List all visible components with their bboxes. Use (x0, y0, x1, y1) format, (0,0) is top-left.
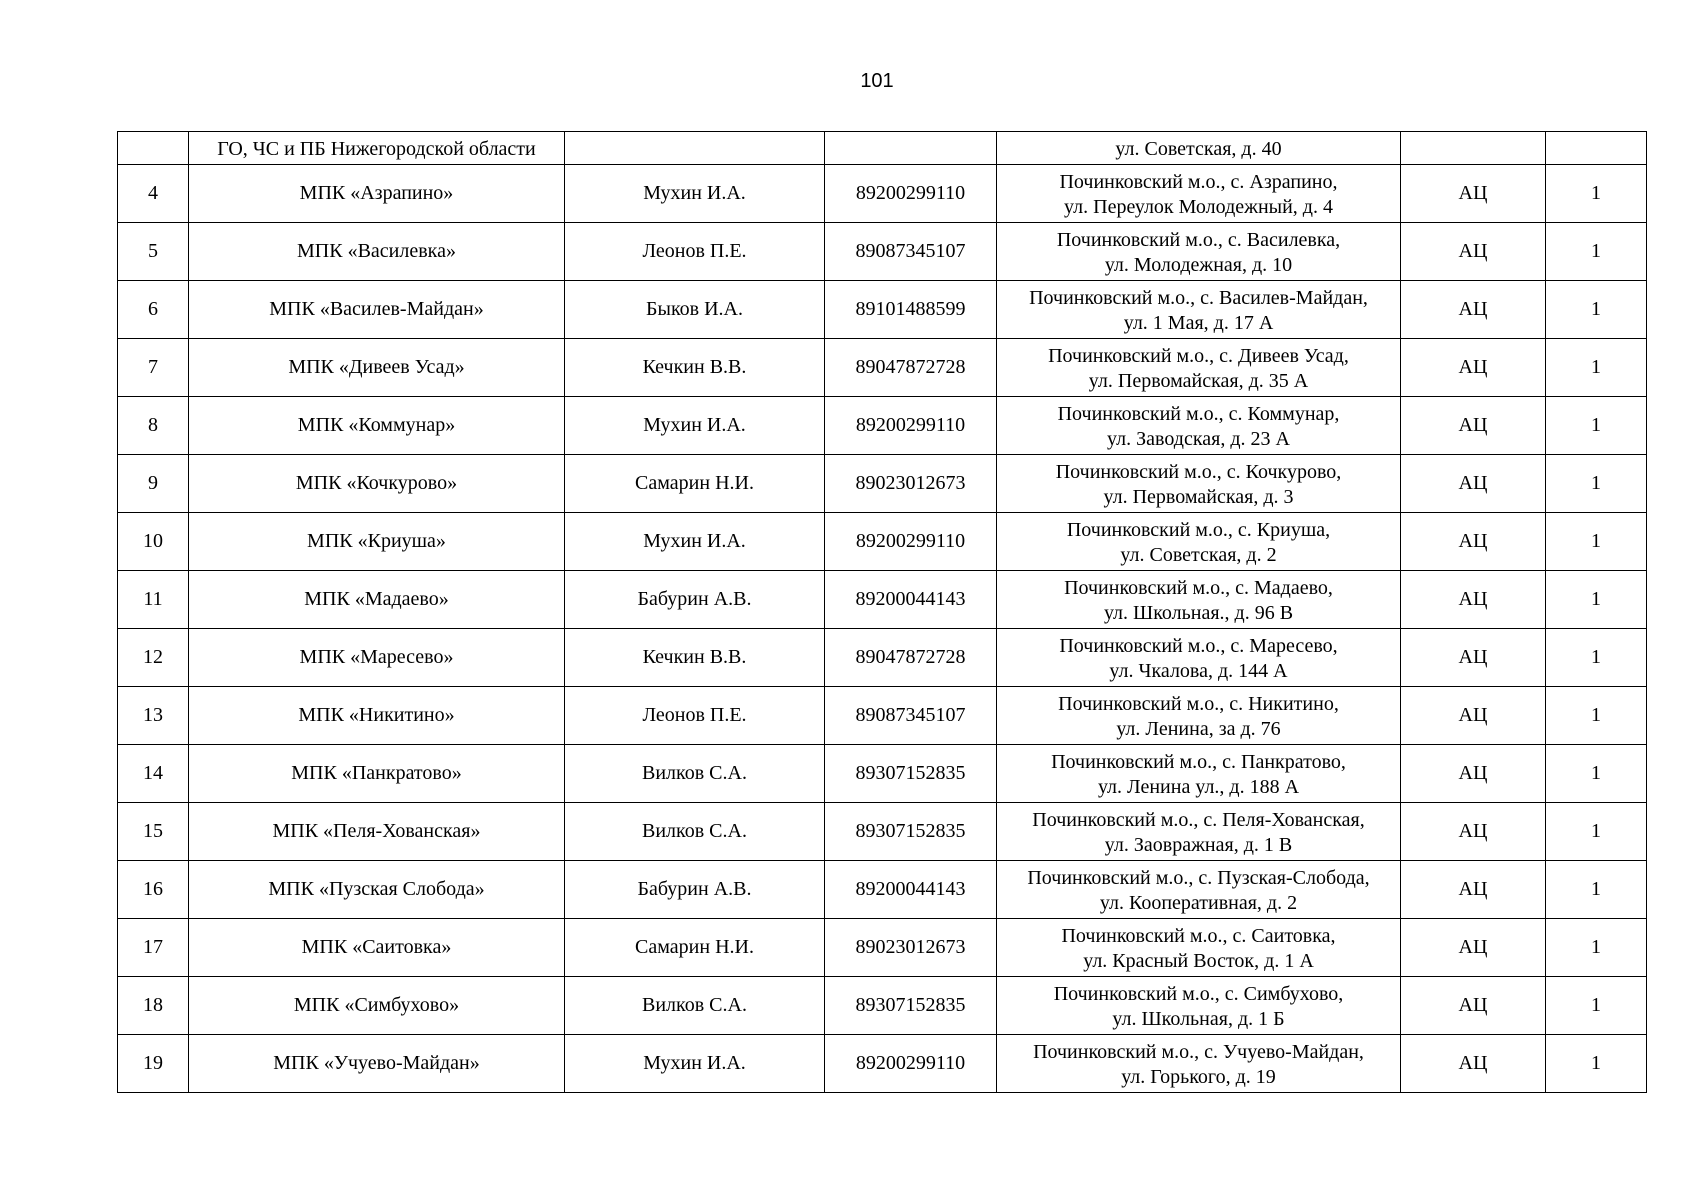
cell-address (997, 165, 1401, 223)
cell-head: Бабурин А.В. (565, 571, 825, 629)
cell-organization: ГО, ЧС и ПБ Нижегородской области (189, 132, 565, 165)
cell-organization: МПК «Маресево» (189, 629, 565, 687)
cell-address (997, 339, 1401, 397)
table-row-continued (118, 132, 1647, 165)
cell-head: Леонов П.Е. (565, 687, 825, 745)
address-line-2: ул. Ленина ул., д. 188 А (1097, 775, 1300, 798)
cell-vehicle (1401, 132, 1546, 165)
cell-number: 5 (118, 223, 189, 281)
cell-address (997, 513, 1401, 571)
address-line-2: ул. Ленина, за д. 76 (1116, 717, 1281, 740)
address-line-2: ул. Заводская, д. 23 А (1107, 427, 1290, 450)
cell-vehicle: АЦ (1401, 629, 1546, 687)
cell-address (997, 223, 1401, 281)
cell-address: ул. Советская, д. 40 (997, 132, 1401, 165)
cell-vehicle: АЦ (1401, 977, 1546, 1035)
cell-address (997, 1035, 1401, 1093)
cell-vehicle: АЦ (1401, 919, 1546, 977)
cell-address (997, 397, 1401, 455)
address-line-2: ул. Первомайская, д. 35 А (1088, 369, 1309, 392)
address-line-1: Починковский м.о., с. Пеля-Хованская, (1032, 808, 1365, 831)
table-row (118, 281, 1647, 339)
address-line-1: Починковский м.о., с. Пузская-Слобода, (1027, 866, 1370, 889)
cell-quantity: 1 (1546, 571, 1647, 629)
cell-phone: 89200299110 (825, 165, 997, 223)
cell-organization: МПК «Кочкурово» (189, 455, 565, 513)
cell-quantity: 1 (1546, 629, 1647, 687)
cell-head: Кечкин В.В. (565, 629, 825, 687)
table-body (118, 132, 1647, 1093)
table-row (118, 339, 1647, 397)
cell-vehicle: АЦ (1401, 223, 1546, 281)
table-row (118, 687, 1647, 745)
table-row (118, 397, 1647, 455)
cell-quantity: 1 (1546, 803, 1647, 861)
address-line-1: Починковский м.о., с. Мадаево, (1064, 576, 1333, 599)
table-row (118, 745, 1647, 803)
address-line-1: Починковский м.о., с. Кочкурово, (1055, 460, 1342, 483)
cell-organization: МПК «Криуша» (189, 513, 565, 571)
cell-head (565, 132, 825, 165)
cell-organization: МПК «Никитино» (189, 687, 565, 745)
cell-vehicle: АЦ (1401, 397, 1546, 455)
cell-quantity: 1 (1546, 745, 1647, 803)
cell-organization: МПК «Пузская Слобода» (189, 861, 565, 919)
cell-phone: 89047872728 (825, 629, 997, 687)
address-line-1: Починковский м.о., с. Маресево, (1059, 634, 1338, 657)
cell-phone: 89101488599 (825, 281, 997, 339)
cell-number: 7 (118, 339, 189, 397)
cell-phone: 89023012673 (825, 455, 997, 513)
cell-vehicle: АЦ (1401, 571, 1546, 629)
cell-phone (825, 132, 997, 165)
cell-phone: 89200299110 (825, 397, 997, 455)
cell-head: Леонов П.Е. (565, 223, 825, 281)
table-row (118, 919, 1647, 977)
address-line-2: ул. Первомайская, д. 3 (1103, 485, 1294, 508)
cell-address (997, 281, 1401, 339)
address-line-1: Починковский м.о., с. Криуша, (1066, 518, 1331, 541)
cell-phone: 89023012673 (825, 919, 997, 977)
cell-quantity: 1 (1546, 165, 1647, 223)
cell-quantity: 1 (1546, 1035, 1647, 1093)
address-line-1: Починковский м.о., с. Василевка, (1056, 228, 1341, 251)
table-row (118, 513, 1647, 571)
cell-number: 15 (118, 803, 189, 861)
cell-address (997, 455, 1401, 513)
cell-organization: МПК «Пеля-Хованская» (189, 803, 565, 861)
address-line-1: Починковский м.о., с. Дивеев Усад, (1048, 344, 1349, 367)
cell-organization: МПК «Коммунар» (189, 397, 565, 455)
cell-vehicle: АЦ (1401, 281, 1546, 339)
cell-phone: 89200044143 (825, 861, 997, 919)
cell-quantity: 1 (1546, 513, 1647, 571)
table-row (118, 165, 1647, 223)
cell-address (997, 629, 1401, 687)
cell-quantity (1546, 132, 1647, 165)
cell-vehicle: АЦ (1401, 745, 1546, 803)
cell-vehicle: АЦ (1401, 1035, 1546, 1093)
cell-phone: 89307152835 (825, 803, 997, 861)
address-line-1: Починковский м.о., с. Панкратово, (1051, 750, 1346, 773)
cell-vehicle: АЦ (1401, 513, 1546, 571)
cell-head: Вилков С.А. (565, 803, 825, 861)
cell-number (118, 132, 189, 165)
table-row (118, 629, 1647, 687)
cell-phone: 89087345107 (825, 687, 997, 745)
cell-address (997, 861, 1401, 919)
cell-vehicle: АЦ (1401, 165, 1546, 223)
cell-head: Вилков С.А. (565, 745, 825, 803)
address-line-2: ул. Горького, д. 19 (1121, 1065, 1276, 1088)
cell-head: Бабурин А.В. (565, 861, 825, 919)
table-row (118, 223, 1647, 281)
cell-address (997, 977, 1401, 1035)
cell-organization: МПК «Мадаево» (189, 571, 565, 629)
address-line-2: ул. Школьная, д. 1 Б (1112, 1007, 1285, 1030)
table-row (118, 571, 1647, 629)
cell-phone: 89200299110 (825, 513, 997, 571)
address-line-1: Починковский м.о., с. Коммунар, (1057, 402, 1340, 425)
cell-head: Мухин И.А. (565, 513, 825, 571)
cell-number: 10 (118, 513, 189, 571)
table-row (118, 455, 1647, 513)
address-line-1: Починковский м.о., с. Василев-Майдан, (1029, 286, 1368, 309)
cell-quantity: 1 (1546, 919, 1647, 977)
cell-number: 8 (118, 397, 189, 455)
address-line-2: ул. Переулок Молодежный, д. 4 (1064, 195, 1333, 218)
cell-head: Быков И.А. (565, 281, 825, 339)
cell-phone: 89087345107 (825, 223, 997, 281)
cell-organization: МПК «Василевка» (189, 223, 565, 281)
address-line-1: Починковский м.о., с. Никитино, (1058, 692, 1339, 715)
cell-head: Мухин И.А. (565, 165, 825, 223)
cell-vehicle: АЦ (1401, 339, 1546, 397)
cell-number: 9 (118, 455, 189, 513)
address-line-2: ул. Заовражная, д. 1 В (1104, 833, 1293, 856)
cell-quantity: 1 (1546, 223, 1647, 281)
table-row (118, 977, 1647, 1035)
cell-organization: МПК «Симбухово» (189, 977, 565, 1035)
cell-address (997, 687, 1401, 745)
table-row (118, 861, 1647, 919)
address-line-2: ул. Советская, д. 2 (1120, 543, 1277, 566)
cell-quantity: 1 (1546, 339, 1647, 397)
address-line-1: Починковский м.о., с. Саитовка, (1061, 924, 1336, 947)
cell-address (997, 803, 1401, 861)
cell-organization: МПК «Азрапино» (189, 165, 565, 223)
cell-quantity: 1 (1546, 861, 1647, 919)
address-line-1: Починковский м.о., с. Учуево-Майдан, (1033, 1040, 1364, 1063)
cell-quantity: 1 (1546, 397, 1647, 455)
cell-head: Кечкин В.В. (565, 339, 825, 397)
fire-units-table (117, 131, 1647, 1093)
address-line-2: ул. Чкалова, д. 144 А (1109, 659, 1288, 682)
cell-phone: 89200299110 (825, 1035, 997, 1093)
cell-head: Вилков С.А. (565, 977, 825, 1035)
cell-organization: МПК «Саитовка» (189, 919, 565, 977)
address-line-2: ул. Красный Восток, д. 1 А (1083, 949, 1314, 972)
cell-number: 4 (118, 165, 189, 223)
cell-number: 19 (118, 1035, 189, 1093)
cell-organization: МПК «Дивеев Усад» (189, 339, 565, 397)
cell-address (997, 745, 1401, 803)
cell-head: Самарин Н.И. (565, 919, 825, 977)
cell-number: 13 (118, 687, 189, 745)
address-line-2: ул. Кооперативная, д. 2 (1099, 891, 1298, 914)
cell-vehicle: АЦ (1401, 861, 1546, 919)
address-line-2: ул. Школьная., д. 96 В (1103, 601, 1294, 624)
cell-quantity: 1 (1546, 977, 1647, 1035)
address-line-2: ул. Молодежная, д. 10 (1104, 253, 1293, 276)
cell-phone: 89200044143 (825, 571, 997, 629)
cell-number: 14 (118, 745, 189, 803)
cell-number: 18 (118, 977, 189, 1035)
cell-quantity: 1 (1546, 687, 1647, 745)
cell-number: 6 (118, 281, 189, 339)
cell-phone: 89047872728 (825, 339, 997, 397)
cell-head: Мухин И.А. (565, 397, 825, 455)
address-line-1: Починковский м.о., с. Азрапино, (1059, 170, 1338, 193)
cell-organization: МПК «Панкратово» (189, 745, 565, 803)
cell-quantity: 1 (1546, 455, 1647, 513)
cell-vehicle: АЦ (1401, 803, 1546, 861)
cell-phone: 89307152835 (825, 745, 997, 803)
table-row (118, 1035, 1647, 1093)
cell-head: Мухин И.А. (565, 1035, 825, 1093)
cell-vehicle: АЦ (1401, 687, 1546, 745)
cell-number: 12 (118, 629, 189, 687)
cell-phone: 89307152835 (825, 977, 997, 1035)
cell-organization: МПК «Василев-Майдан» (189, 281, 565, 339)
page-number: 101 (860, 70, 894, 92)
cell-head: Самарин Н.И. (565, 455, 825, 513)
address-line-2: ул. 1 Мая, д. 17 А (1123, 311, 1274, 334)
table-row (118, 803, 1647, 861)
cell-quantity: 1 (1546, 281, 1647, 339)
cell-address (997, 571, 1401, 629)
address-line-1: Починковский м.о., с. Симбухово, (1053, 982, 1344, 1005)
cell-address (997, 919, 1401, 977)
cell-number: 11 (118, 571, 189, 629)
cell-vehicle: АЦ (1401, 455, 1546, 513)
cell-number: 17 (118, 919, 189, 977)
cell-organization: МПК «Учуево-Майдан» (189, 1035, 565, 1093)
cell-number: 16 (118, 861, 189, 919)
